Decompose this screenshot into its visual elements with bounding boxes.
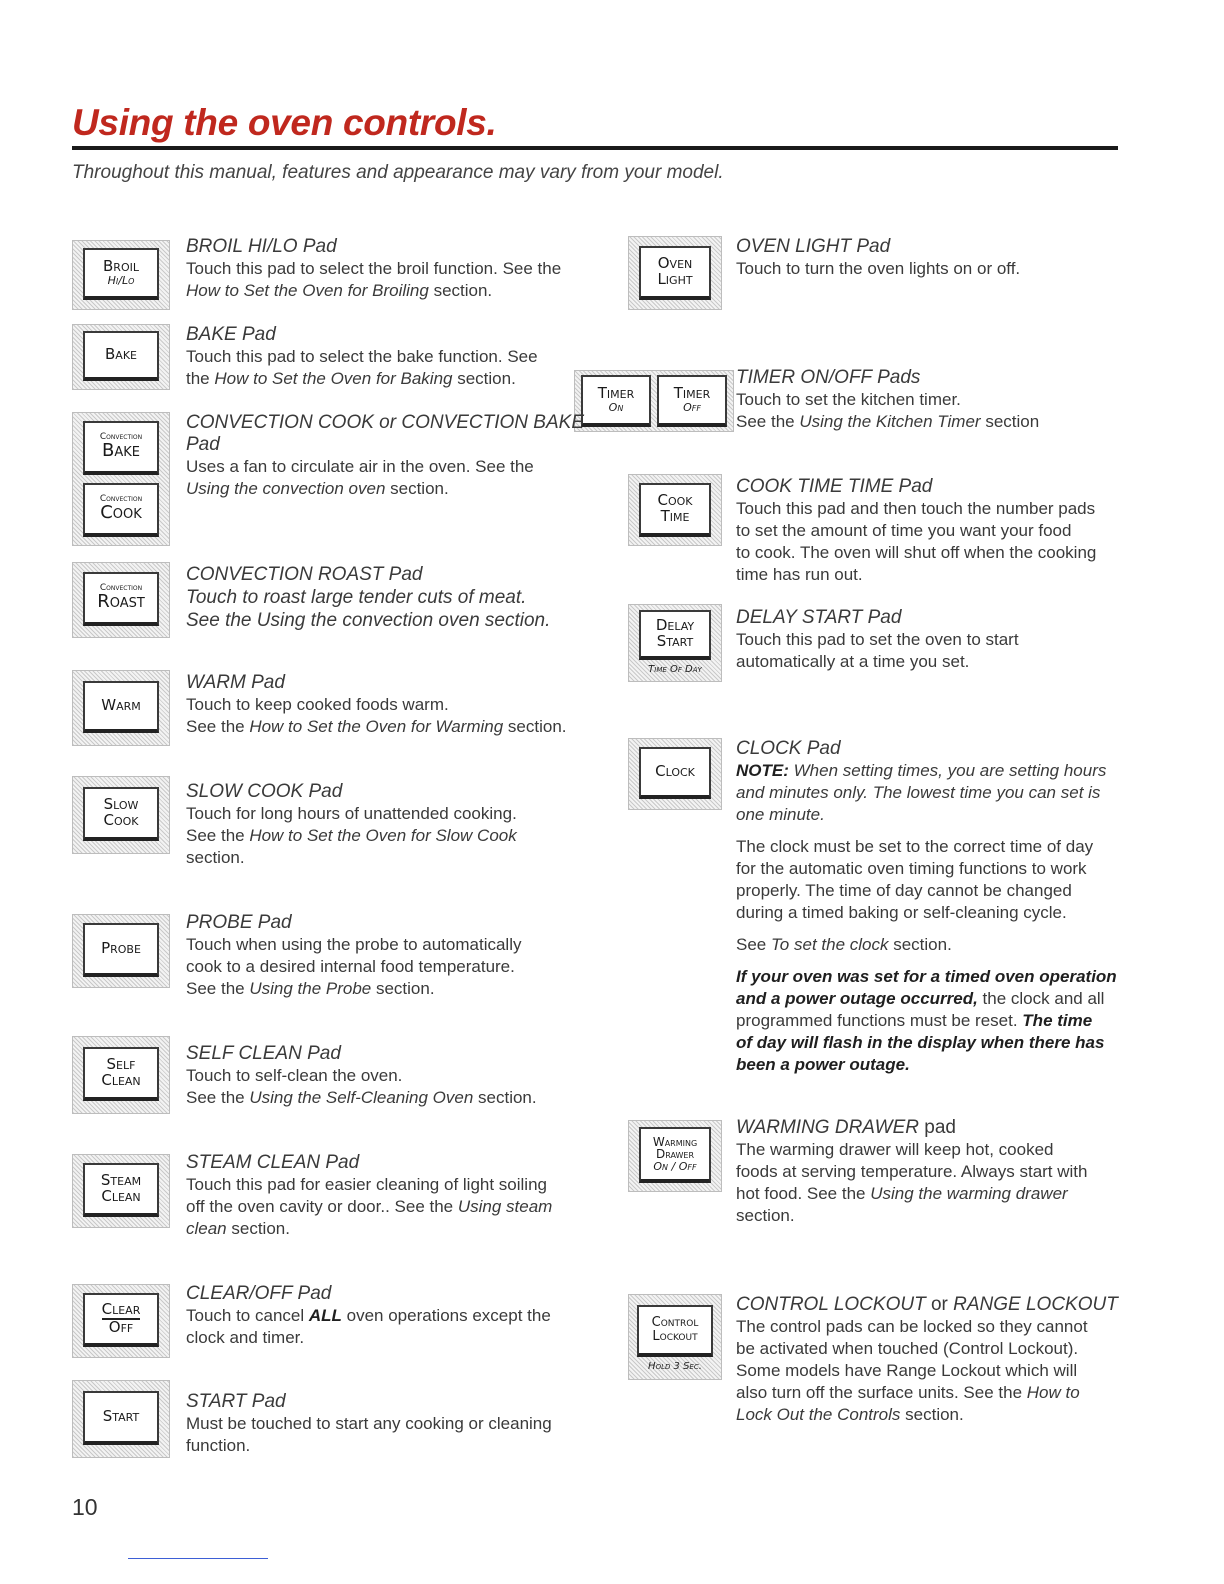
delay-label: Delay: [655, 616, 695, 635]
clock-see-start: See: [736, 935, 771, 954]
lockout-text-5: [736, 1404, 1156, 1426]
warming-drawer-entry: [736, 1117, 1156, 1227]
convection-roast-small-label: Convection: [99, 582, 143, 593]
warm-entry: [186, 672, 606, 738]
light-label: Light: [657, 270, 693, 288]
probe-button[interactable]: [83, 923, 159, 977]
cook-time-text-4: time has run out.: [736, 565, 863, 584]
oven-light-heading: OVEN LIGHT Pad: [736, 236, 891, 257]
convection-cook-label: Cook: [100, 502, 142, 524]
steam-clean-text-2-start: off the oven cavity or door.. See the: [186, 1197, 458, 1216]
steam-clean-ref-2: clean: [186, 1219, 227, 1238]
timer-text-2-end: section: [980, 412, 1040, 431]
clear-off-heading: CLEAR/OFF Pad: [186, 1283, 332, 1304]
oven-light-button[interactable]: [639, 246, 711, 300]
start-entry: [186, 1391, 606, 1457]
bake-button[interactable]: [83, 331, 159, 381]
warm-text-2-end: section.: [503, 717, 567, 736]
timer-off-button[interactable]: [657, 375, 727, 427]
slow-cook-heading: SLOW COOK Pad: [186, 781, 343, 802]
cook-time-text-2: to set the amount of time you want your food: [736, 521, 1072, 540]
clock-note-1-text: When setting times, you are setting hours: [788, 761, 1107, 780]
lockout-text-3: Some models have Range Lockout which will: [736, 1361, 1078, 1380]
lockout-heading: [736, 1294, 1156, 1316]
clock-warning-1: [736, 966, 1156, 988]
probe-text-3-start: See the: [186, 979, 250, 998]
convection-bake-label: Bake: [102, 440, 140, 462]
broil-text-1: Touch this pad to select the broil function. See the: [186, 259, 562, 278]
lockout-ref-2: Lock Out the Controls: [736, 1405, 901, 1424]
clock-note-label: NOTE:: [736, 761, 789, 780]
convection-cook-small-label: Convection: [99, 493, 143, 504]
start-text-2: function.: [186, 1436, 251, 1455]
clock-warning-2: [736, 988, 1156, 1010]
clock-warning-4: [736, 1032, 1156, 1054]
convection-roast-pad-panel: [72, 562, 170, 638]
cook-time-heading: COOK TIME TIME Pad: [736, 476, 933, 497]
start-label: Start: [102, 1407, 140, 1426]
clear-off-all: ALL: [308, 1306, 342, 1325]
clock-note-3: [736, 804, 1156, 826]
probe-pad-panel: [72, 914, 170, 988]
lockout-entry: [736, 1294, 1156, 1426]
warming-drawer-text-2: foods at serving temperature. Always start with: [736, 1162, 1088, 1181]
hold-3-sec-label: Hold 3 Sec.: [648, 1361, 702, 1372]
self-clean-pad-panel: [72, 1036, 170, 1114]
clock-warning-4-text: of day will flash in the display when there has: [736, 1033, 1105, 1052]
steam-clean-text-2: [186, 1196, 606, 1218]
warming-drawer-text-4: section.: [736, 1206, 795, 1225]
convection-bake-small-label: Convection: [99, 431, 143, 442]
timer-ref: Using the Kitchen Timer: [799, 412, 981, 431]
bake-label: Bake: [105, 345, 137, 364]
lockout-text-5-end: section.: [900, 1405, 964, 1424]
clear-off-text-2: clock and timer.: [186, 1328, 305, 1347]
steam-clean-heading: STEAM CLEAN Pad: [186, 1152, 360, 1173]
broil-hi-lo-label: Hi/Lo: [107, 274, 135, 288]
clock-note-2: [736, 782, 1156, 804]
convection-heading-2: Pad: [186, 434, 220, 455]
steam-clean-text-3-end: section.: [226, 1219, 290, 1238]
clock-para-4: during a timed baking or self-cleaning cycle.: [736, 903, 1067, 922]
control-lockout-button[interactable]: [637, 1305, 713, 1357]
lockout-text-4-start: also turn off the surface units. See the: [736, 1383, 1027, 1402]
clock-entry: [736, 738, 1156, 1076]
warming-drawer-button[interactable]: [639, 1127, 711, 1183]
delay-start-text-1: Touch this pad to set the oven to start: [736, 630, 1019, 649]
clock-label: Clock: [655, 762, 695, 781]
clock-warning-5: [736, 1054, 1156, 1076]
delay-start-pad-panel: [628, 604, 722, 682]
convection-pad-panel: [72, 412, 170, 546]
clock-warning-2-text: the clock and all: [977, 989, 1105, 1008]
slow-label: Slow: [103, 795, 139, 814]
broil-pad-panel: [72, 240, 170, 310]
bake-heading: BAKE Pad: [186, 324, 276, 345]
timer-entry: [736, 367, 1156, 433]
broil-hi-lo-button[interactable]: [83, 248, 159, 300]
clean-label: Clean: [101, 1071, 141, 1089]
lockout-text-1: The control pads can be locked so they cannot: [736, 1317, 1088, 1336]
warm-button[interactable]: [83, 681, 159, 733]
steam-clean-pad-panel: [72, 1154, 170, 1228]
probe-ref: Using the Probe: [249, 979, 372, 998]
cook-time-pad-panel: [628, 474, 722, 546]
clock-heading: CLOCK Pad: [736, 738, 841, 759]
convection-ref: Using the convection oven: [186, 479, 386, 498]
warm-label: Warm: [101, 696, 141, 715]
warming-drawer-text-3: [736, 1183, 1156, 1205]
bake-text-2-start: the: [186, 369, 215, 388]
clock-warning-3-bold: The time: [1022, 1011, 1093, 1030]
self-clean-text-2: [186, 1087, 606, 1109]
lockout-label: Lockout: [652, 1329, 698, 1344]
broil-heading: BROIL HI/LO Pad: [186, 236, 337, 257]
clock-para-1: The clock must be set to the correct time of day: [736, 837, 1094, 856]
convection-text-2-end: section.: [385, 479, 449, 498]
probe-text-3: [186, 978, 606, 1000]
slow-cook-text-3: section.: [186, 848, 245, 867]
warming-drawer-text-1: The warming drawer will keep hot, cooked: [736, 1140, 1054, 1159]
timer-text-2-start: See the: [736, 412, 800, 431]
broil-text-2-end: section.: [428, 281, 493, 300]
cook-label: Cook: [103, 811, 139, 829]
start-text-1: Must be touched to start any cooking or cleaning: [186, 1414, 552, 1433]
control-lockout-pad-panel: [628, 1294, 722, 1380]
timer-off-label: Timer: [673, 384, 711, 403]
probe-text-2: cook to a desired internal food temperature.: [186, 957, 515, 976]
cook-time-button[interactable]: [639, 483, 711, 537]
warming-drawer-ref: Using the warming drawer: [870, 1184, 1068, 1203]
page-title: Using the oven controls.: [72, 102, 497, 143]
broil-label: Broil: [103, 257, 139, 276]
warm-pad-panel: [72, 670, 170, 746]
timer-text-1: Touch to set the kitchen timer.: [736, 390, 961, 409]
lockout-text-4: [736, 1382, 1156, 1404]
clock-note-3-text: one minute.: [736, 805, 825, 824]
convection-roast-text-2: See the Using the convection oven section.: [186, 610, 551, 631]
clock-pad-panel: [628, 738, 722, 810]
clock-warning-3: [736, 1010, 1156, 1032]
warming-drawer-pad-panel: [628, 1120, 722, 1192]
bake-pad-panel: [72, 324, 170, 390]
cook-time-cook-label: Cook: [657, 491, 693, 510]
lockout-ref: How to: [1026, 1383, 1080, 1402]
steam-label: Steam: [100, 1171, 142, 1190]
probe-label: Probe: [101, 939, 141, 958]
bake-ref: How to Set the Oven for Baking: [214, 369, 453, 388]
self-clean-text-1: Touch to self-clean the oven.: [186, 1066, 403, 1085]
steam-clean-text-1: Touch this pad for easier cleaning of light soiling: [186, 1175, 547, 1194]
steam-clean-ref: Using steam: [457, 1197, 553, 1216]
warming-drawer-text-3-start: hot food. See the: [736, 1184, 871, 1203]
cook-time-text-1: Touch this pad and then touch the number pads: [736, 499, 1096, 518]
broil-ref: How to Set the Oven for Broiling: [186, 281, 429, 300]
clock-warning-2-bold: and a power outage occurred,: [736, 989, 978, 1008]
slow-cook-text-2: [186, 825, 606, 847]
clear-off-text-1: [186, 1305, 606, 1327]
convection-entry: [186, 412, 606, 500]
clock-button[interactable]: [639, 747, 711, 799]
self-clean-ref: Using the Self-Cleaning Oven: [249, 1088, 474, 1107]
start-pad-panel: [72, 1380, 170, 1458]
oven-light-pad-panel: [628, 236, 722, 310]
clock-see: [736, 934, 1156, 956]
warming-drawer-heading-main: WARMING DRAWER: [736, 1117, 919, 1138]
broil-text-2: [186, 280, 606, 302]
convection-roast-label: Roast: [97, 591, 145, 613]
timer-on-label: Timer: [597, 384, 635, 403]
cook-time-entry: [736, 476, 1156, 586]
timer-heading: TIMER ON/OFF Pads: [736, 367, 921, 388]
probe-entry: [186, 912, 606, 1000]
warm-heading: WARM Pad: [186, 672, 285, 693]
self-clean-button[interactable]: [83, 1047, 159, 1101]
page-number: 10: [72, 1494, 98, 1520]
oven-light-entry: [736, 236, 1156, 280]
slow-cook-pad-panel: [72, 776, 170, 854]
warm-ref: How to Set the Oven for Warming: [249, 717, 504, 736]
broil-entry: [186, 236, 606, 302]
bake-text-2: [186, 368, 606, 390]
clear-off-text-1-start: Touch to cancel: [186, 1306, 309, 1325]
page-subtitle: Throughout this manual, features and appearance may vary from your model.: [72, 162, 724, 183]
title-rule: [72, 146, 1118, 150]
time-label: Time: [660, 507, 690, 525]
clock-warning-5-text: been a power outage.: [736, 1055, 910, 1074]
probe-text-3-end: section.: [371, 979, 435, 998]
warming-drawer-heading: [736, 1117, 1156, 1139]
clear-label: Clear: [101, 1300, 141, 1319]
convection-cook-button[interactable]: [83, 483, 159, 537]
delay-start-text-2: automatically at a time you set.: [736, 652, 970, 671]
bottom-rule: [128, 1558, 268, 1559]
off-small-label: Off: [683, 401, 701, 415]
clear-off-text-1-end: oven operations except the: [341, 1306, 551, 1325]
slow-cook-entry: [186, 781, 606, 869]
convection-roast-text-1: Touch to roast large tender cuts of meat.: [186, 587, 527, 608]
convection-roast-button[interactable]: [83, 572, 159, 626]
delay-start-label: Start: [656, 632, 694, 650]
clock-note-2-text: and minutes only. The lowest time you can set is: [736, 783, 1101, 802]
warm-text-1: Touch to keep cooked foods warm.: [186, 695, 449, 714]
self-clean-entry: [186, 1043, 606, 1109]
drawer-label: Drawer: [655, 1147, 695, 1162]
lockout-heading-1: CONTROL LOCKOUT: [736, 1294, 926, 1315]
oven-light-text-1: Touch to turn the oven lights on or off.: [736, 259, 1021, 278]
clear-off-pad-panel: [72, 1284, 170, 1358]
control-label: Control: [651, 1315, 699, 1331]
clock-warning-3-text: programmed functions must be reset.: [736, 1011, 1023, 1030]
warming-on-off-label: On / Off: [653, 1159, 697, 1173]
bake-text-2-end: section.: [452, 369, 516, 388]
warming-label: Warming: [652, 1134, 698, 1149]
delay-start-button[interactable]: [639, 610, 711, 660]
off-label: Off: [108, 1318, 134, 1336]
clock-see-end: section.: [888, 935, 952, 954]
clock-note-1: [736, 760, 1156, 782]
steam-clean-label: Clean: [101, 1187, 141, 1205]
self-label: Self: [106, 1055, 136, 1074]
convection-roast-entry: [186, 564, 606, 632]
steam-clean-entry: [186, 1152, 606, 1240]
convection-roast-heading: CONVECTION ROAST Pad: [186, 564, 423, 585]
clock-see-ref: To set the clock: [770, 935, 889, 954]
timer-text-2: [736, 411, 1156, 433]
delay-start-entry: [736, 607, 1156, 673]
slow-cook-text-2-start: See the: [186, 826, 250, 845]
lockout-text-2: be activated when touched (Control Lockout).: [736, 1339, 1079, 1358]
slow-cook-ref: How to Set the Oven for Slow Cook: [249, 826, 517, 845]
clear-off-button[interactable]: [83, 1293, 159, 1347]
clock-para-2: for the automatic oven timing functions to work: [736, 859, 1087, 878]
slow-cook-button[interactable]: [83, 787, 159, 841]
steam-clean-text-3: [186, 1218, 606, 1240]
on-label: On: [608, 401, 624, 415]
clock-warning-1-text: If your oven was set for a timed oven operation: [736, 967, 1117, 986]
self-clean-heading: SELF CLEAN Pad: [186, 1043, 341, 1064]
self-clean-text-2-end: section.: [473, 1088, 537, 1107]
bake-entry: [186, 324, 606, 390]
probe-heading: PROBE Pad: [186, 912, 292, 933]
convection-bake-button[interactable]: [83, 421, 159, 475]
steam-clean-button[interactable]: [83, 1163, 159, 1217]
convection-text-2: [186, 478, 606, 500]
warm-text-2: [186, 716, 606, 738]
clock-para-3: properly. The time of day cannot be changed: [736, 881, 1072, 900]
lockout-heading-or: or: [925, 1294, 954, 1315]
start-button[interactable]: [83, 1391, 159, 1445]
delay-start-heading: DELAY START Pad: [736, 607, 902, 628]
start-heading: START Pad: [186, 1391, 286, 1412]
clear-off-entry: [186, 1283, 606, 1349]
cook-time-text-3: to cook. The oven will shut off when the cooking: [736, 543, 1097, 562]
oven-label: Oven: [657, 254, 693, 273]
bake-text-1: Touch this pad to select the bake function. See: [186, 347, 538, 366]
time-of-day-label: Time Of Day: [648, 664, 702, 675]
probe-text-1: Touch when using the probe to automatically: [186, 935, 522, 954]
convection-text-1: Uses a fan to circulate air in the oven. See the: [186, 457, 534, 476]
slow-cook-text-1: Touch for long hours of unattended cooking.: [186, 804, 517, 823]
warming-drawer-heading-pad: pad: [918, 1117, 956, 1138]
convection-heading: CONVECTION COOK or CONVECTION BAKE: [186, 412, 584, 433]
lockout-heading-2: RANGE LOCKOUT: [953, 1294, 1118, 1315]
self-clean-text-2-start: See the: [186, 1088, 250, 1107]
warm-text-2-start: See the: [186, 717, 250, 736]
